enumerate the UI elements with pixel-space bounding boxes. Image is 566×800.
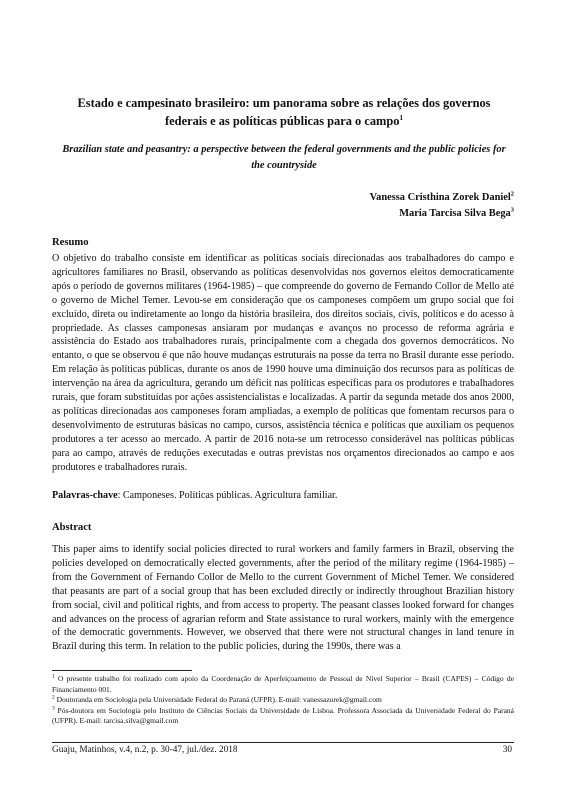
footnote-text: Doutoranda em Sociologia pela Universidade Federal do Paraná (UFPR). E-mail: vanessazorek@gmail.com bbox=[54, 695, 382, 705]
resumo-paragraph: O objetivo do trabalho consiste em identificar as políticas sociais direcionadas aos trabalhadores do campo e agricultores familiares no Brasil, observando as políticas desenvolvidas nos governos eleitos democraticamente após o período de governos militares (1964-1985) – que compreende do governo de Fernando Collor de Mello até o governo de Michel Temer. Levou-se em consideração que os camponeses compõem um grupo social que foi excluído, direta ou indiretamente ao longo da história brasileira, dos direitos sociais, civis, políticos e do acesso à propriedade. As classes camponesas ansiaram por mudanças e avanços no processo de reforma agrária e assistência do Estado aos trabalhadores rurais, principalmente com a chegada dos governos democráticos. No entanto, o que se observou é que não houve mudanças estruturais na posse da terra no Brasil durante esse período. Em relação às políticas públicas, durante os anos de 1990 houve uma diminuição dos recursos para as políticas de intervenção na área da agricultura, gerando um déficit nas políticas específicas para os produtores e trabalhadores rurais, que foram substituídas por ações assistencialistas e localizadas. A partir da segunda metade dos anos 2000, as políticas direcionadas aos camponeses foram ampliadas, a exemplo de políticas que fomentam recursos para o desenvolvimento de estruturas básicas no campo, cursos, assistência técnica e políticas que auxiliam os pequenos produtores a ter acesso ao mercado. A partir de 2016 nota-se um retrocesso considerável nas políticas públicas para ao campo, através de reduções executadas e outras previstas nos orçamentos direcionados ao campo e aos produtores e trabalhadores rurais. bbox=[52, 253, 514, 473]
footnotes bbox=[52, 674, 514, 727]
footnote-mark: 3 bbox=[52, 705, 55, 712]
footnote-1 bbox=[52, 674, 514, 695]
author-2 bbox=[370, 206, 514, 222]
abstract-heading: Abstract bbox=[52, 522, 92, 533]
author-footnote-mark: 2 bbox=[510, 190, 514, 198]
footnote-text: Pós-doutora em Sociologia pelo Instituto de Ciências Sociais da Universidade de Lisboa. Professora Associada da Universidade Federal do Paraná (UFPR). E-mail: tarcisa.silva@gmail.com bbox=[52, 705, 514, 726]
author-footnote-mark: 3 bbox=[510, 206, 514, 214]
keywords-label: Palavras-chave bbox=[52, 490, 118, 501]
journal-citation: Guaju, Matinhos, v.4, n.2, p. 30-47, jul./dez. 2018 bbox=[52, 745, 238, 755]
title-footnote-mark: 1 bbox=[399, 113, 403, 122]
footnote-text: O presente trabalho foi realizado com apoio da Coordenação de Aperfeiçoamento de Pessoal de Nível Superior – Brasil (CAPES) – Código de Financiamento 001. bbox=[52, 674, 514, 694]
page-number: 30 bbox=[502, 745, 512, 755]
author-list bbox=[370, 190, 514, 222]
footnote-2 bbox=[52, 695, 514, 706]
footnote-3 bbox=[52, 706, 514, 727]
author-1 bbox=[370, 190, 514, 206]
article-subtitle: Brazilian state and peasantry: a perspective between the federal governments and the public policies for the countryside bbox=[62, 144, 506, 171]
footer-divider bbox=[52, 742, 514, 743]
abstract-paragraph: This paper aims to identify social policies directed to rural workers and family farmers in Brazil, observing the policies developed on democratically elected governments, after the period of the military regime (1964-1985) – from the Government of Fernando Collor de Mello to the current Government of Michel Temer. We considered that peasants are part of a social group that has been excluded directly or indirectly throughout Brazilian history from social, civil and political rights, and from access to property. The peasant classes looked forward for changes and advances on the process of agrarian reform and State assistance to rural workers, mainly with the emergence of the democratic governments. However, we observed that there were not structural changes in land tenure in Brazil during this term. In relation to the public policies, during the 1990s, there was a bbox=[52, 544, 514, 653]
article-title-text: Estado e campesinato brasileiro: um panorama sobre as relações dos governos federais e as políticas públicas para o campo bbox=[77, 96, 491, 128]
footnote-mark: 1 bbox=[52, 673, 55, 680]
author-name: Vanessa Cristhina Zorek Daniel bbox=[369, 192, 511, 203]
author-name: Maria Tarcisa Silva Bega bbox=[399, 208, 511, 219]
keywords-line bbox=[52, 489, 514, 503]
keywords-values: : Camponeses. Políticas públicas. Agricultura familiar. bbox=[117, 490, 338, 501]
footnote-divider bbox=[52, 670, 192, 671]
resumo-heading: Resumo bbox=[52, 237, 89, 248]
article-title bbox=[56, 94, 512, 130]
footnote-mark: 2 bbox=[52, 694, 55, 701]
